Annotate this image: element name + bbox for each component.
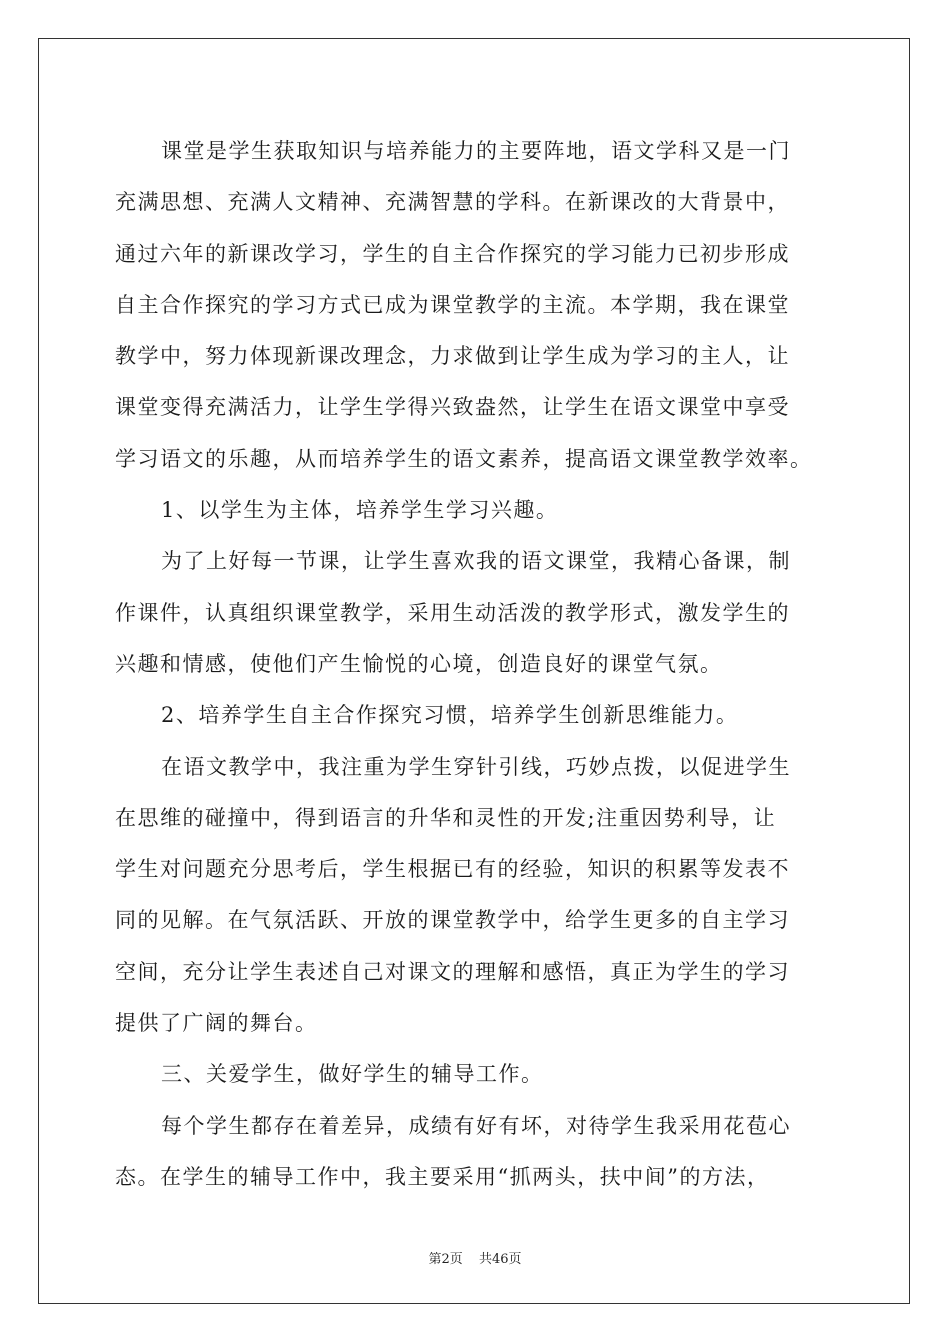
text-line: 三、关爱学生，做好学生的辅导工作。	[161, 1062, 544, 1087]
text-line: 在语文教学中，我注重为学生穿针引线，巧妙点拨，以促进学生	[161, 754, 791, 779]
text-line: 空间，充分让学生表述自己对课文的理解和感悟，真正为学生的学习	[115, 959, 790, 984]
text-line: 学习语文的乐趣，从而培养学生的语文素养，提高语文课堂教学效率。	[115, 446, 813, 471]
text-line: 课堂变得充满活力，让学生学得兴致盎然，让学生在语文课堂中享受	[115, 395, 790, 420]
text-line: 自主合作探究的学习方式已成为课堂教学的主流。本学期，我在课堂	[115, 292, 790, 317]
text-line: 提供了广阔的舞台。	[115, 1011, 318, 1036]
text-line: 为了上好每一节课，让学生喜欢我的语文课堂，我精心备课，制	[161, 549, 791, 574]
text-line: 通过六年的新课改学习，学生的自主合作探究的学习能力已初步形成	[115, 241, 790, 266]
text-line: 课堂是学生获取知识与培养能力的主要阵地，语文学科又是一门	[161, 139, 791, 163]
text-line: 1、以学生为主体，培养学生学习兴趣。	[161, 498, 559, 523]
text-line: 在思维的碰撞中，得到语言的升华和灵性的开发;注重因势利导，让	[115, 805, 777, 830]
text-line: 2、培养学生自主合作探究习惯，培养学生创新思维能力。	[161, 703, 739, 728]
page-number-total: 共46页	[478, 1252, 522, 1267]
text-line: 充满思想、充满人文精神、充满智慧的学科。在新课改的大背景中，	[115, 190, 790, 215]
text-line: 学生对问题充分思考后，学生根据已有的经验，知识的积累等发表不	[115, 857, 790, 882]
page-number-current: 第2页	[428, 1252, 463, 1267]
text-line: 兴趣和情感，使他们产生愉悦的心境，创造良好的课堂气氛。	[115, 651, 723, 676]
document-body	[115, 126, 850, 1203]
page-footer	[0, 1248, 950, 1267]
text-line: 教学中，努力体现新课改理念，力求做到让学生成为学习的主人，让	[115, 344, 790, 369]
text-line: 作课件，认真组织课堂教学，采用生动活泼的教学形式，激发学生的	[115, 600, 790, 625]
text-line: 每个学生都存在着差异，成绩有好有坏，对待学生我采用花苞心	[161, 1113, 791, 1138]
text-line: 同的见解。在气氛活跃、开放的课堂教学中，给学生更多的自主学习	[115, 908, 790, 933]
text-line: 态。在学生的辅导工作中，我主要采用“抓两头，扶中间”的方法，	[115, 1164, 770, 1189]
